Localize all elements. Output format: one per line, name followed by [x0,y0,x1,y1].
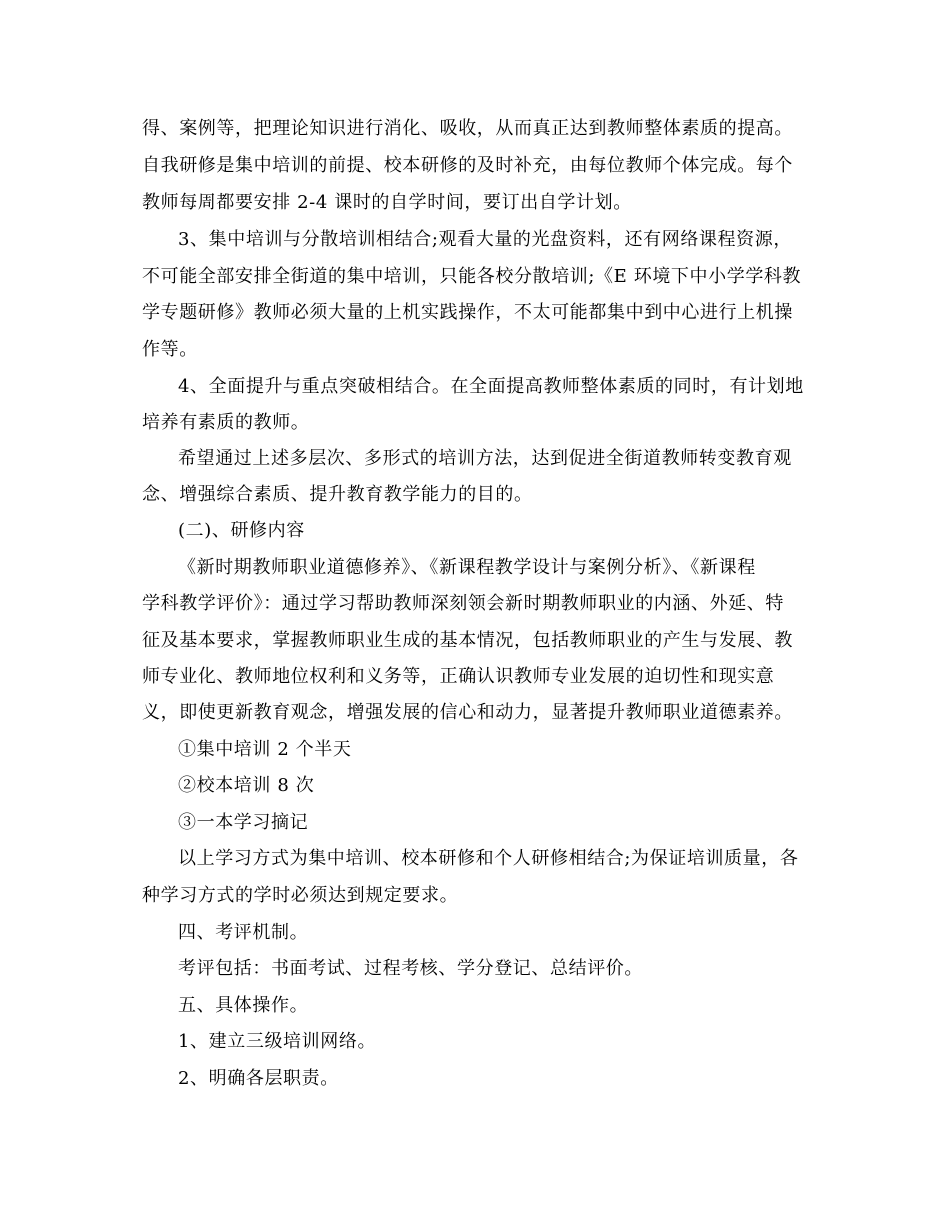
text-line: 《新时期教师职业道德修养》、《新课程教学设计与案例分析》、《新课程 [178,557,756,578]
text-line: 念、增强综合素质、提升教育教学能力的目的。 [142,484,533,505]
text-line: 征及基本要求，掌握教师职业生成的基本情况，包括教师职业的产生与发展、教 [142,630,793,651]
text-line: 3、集中培训与分散培训相结合;观看大量的光盘资料，还有网络课程资源， [178,229,792,250]
text-line: 种学习方式的学时必须达到规定要求。 [142,885,459,906]
section-heading: 五、具体操作。 [178,995,309,1016]
list-item: ②校本培训 8 次 [178,775,315,796]
list-item: 1、建立三级培训网络。 [178,1031,377,1052]
text-line: 教师每周都要安排 2-4 课时的自学时间，要订出自学计划。 [142,192,632,213]
text-line: 以上学习方式为集中培训、校本研修和个人研修相结合;为保证培训质量，各 [178,848,799,869]
text-line: 不可能全部安排全街道的集中培训，只能各校分散培训;《E 环境下中小学学科教 [142,266,802,287]
section-heading: 四、考评机制。 [178,922,309,943]
text-line: 自我研修是集中培训的前提、校本研修的及时补充，由每位教师个体完成。每个 [142,155,793,176]
text-line: 学专题研修》教师必须大量的上机实践操作，不太可能都集中到中心进行上机操 [142,302,793,323]
text-line: 义，即使更新教育观念，增强发展的信心和动力，显著提升教师职业道德素养。 [142,702,793,723]
text-line: 得、案例等，把理论知识进行消化、吸收，从而真正达到教师整体素质的提高。 [142,118,793,139]
list-item: ③一本学习摘记 [178,812,309,833]
text-line: 作等。 [142,339,198,360]
list-item: ①集中培训 2 个半天 [178,739,352,760]
text-line: 培养有素质的教师。 [142,412,310,433]
text-line: 师专业化、教师地位权利和义务等，正确认识教师专业发展的迫切性和现实意 [142,666,775,687]
text-line: 学科教学评价》：通过学习帮助教师深刻领会新时期教师职业的内涵、外延、特 [142,593,784,614]
section-heading: (二)、研修内容 [178,520,305,541]
text-line: 考评包括：书面考试、过程考核、学分登记、总结评价。 [178,958,643,979]
text-line: 希望通过上述多层次、多形式的培训方法，达到促进全街道教师转变教育观 [178,448,792,469]
list-item: 2、明确各层职责。 [178,1068,339,1089]
text-line: 4、全面提升与重点突破相结合。在全面提高教师整体素质的同时，有计划地 [178,376,804,397]
